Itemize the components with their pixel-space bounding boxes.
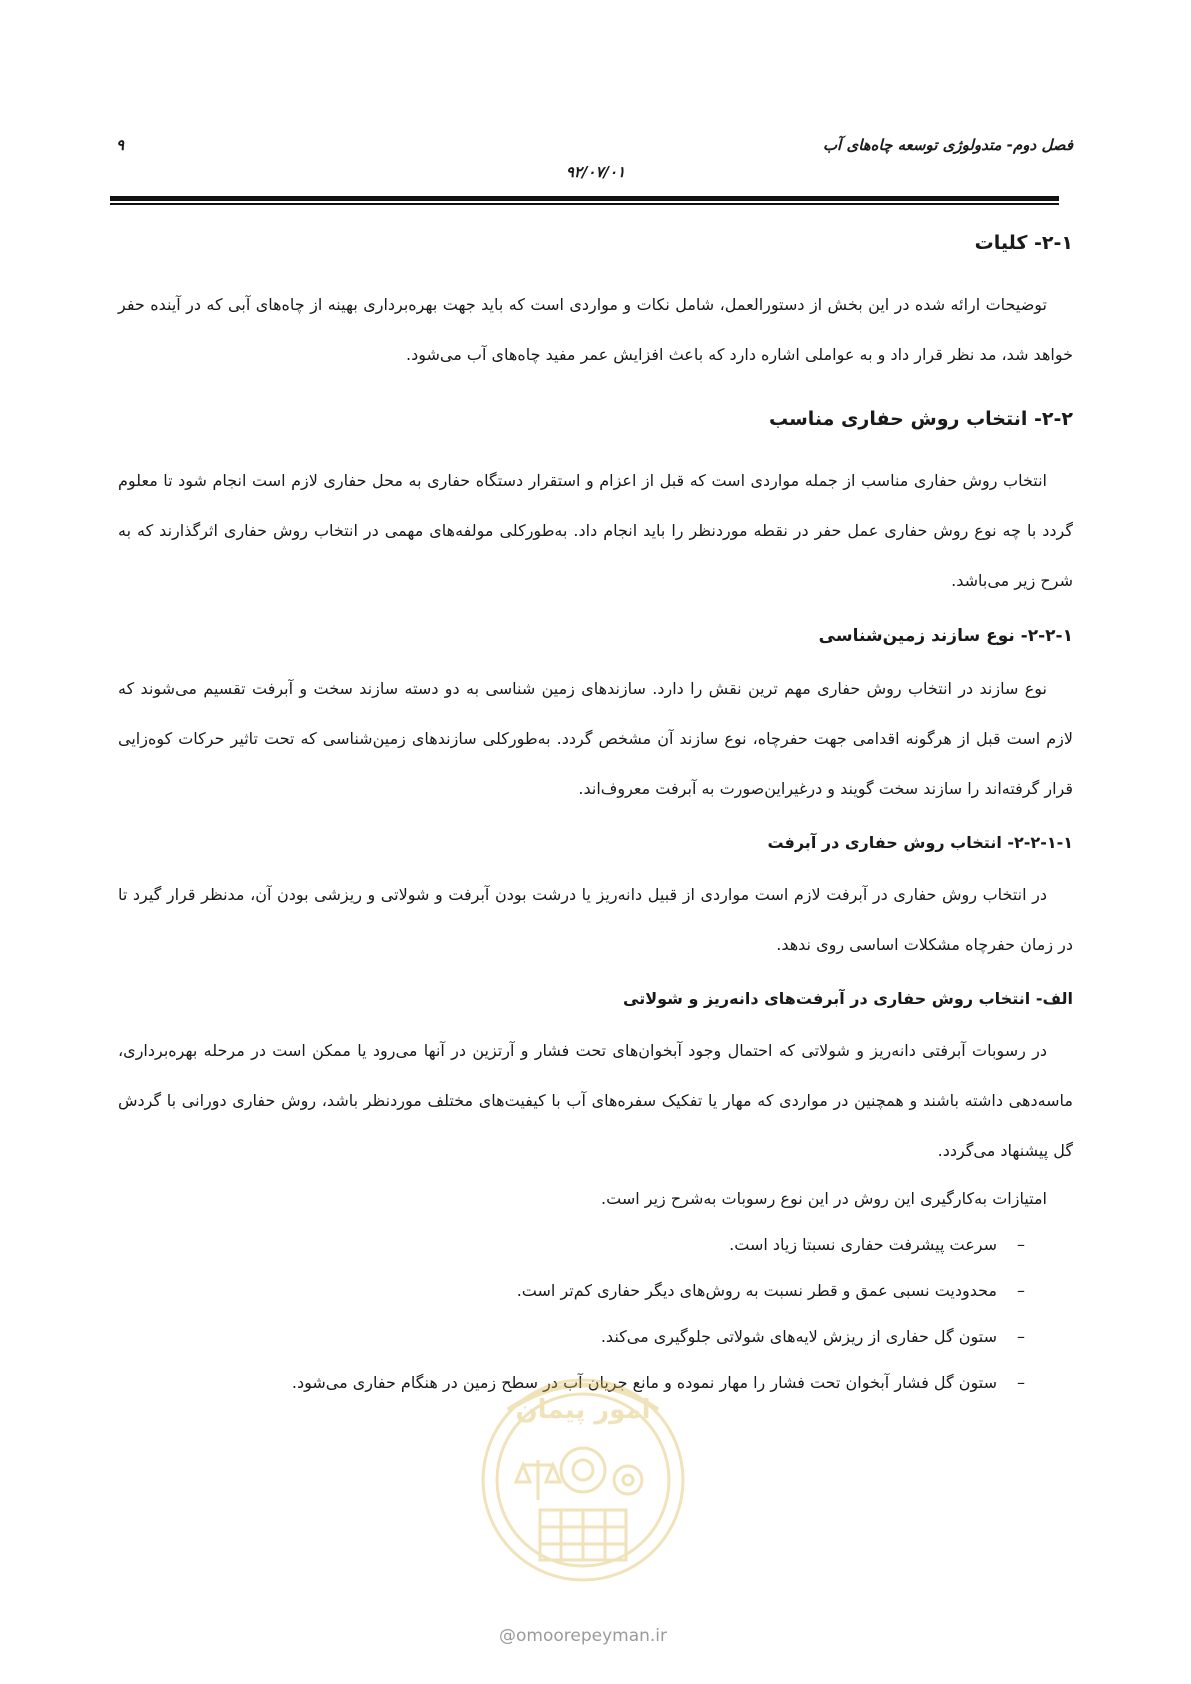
paragraph-alef: در رسوبات آبرفتی دانه‌ریز و شولاتی که احتمال وجود آبخوان‌های تحت فشار و آرتزین در آنها می‌رود یا ممکن است در مرحله بهره‌برداری، ماسه‌دهی داشته باشند و همچنین در مواردی که مهار یا تفکیک سفره‌های آب با کیفیت‌های مختلف موردنظر باشد، روش حفاری دورانی با گردش گل پیشنهاد می‌گردد. xyxy=(118,1041,1073,1160)
dash-bullet: – xyxy=(1017,1327,1025,1346)
subsection-heading-formation-type: ۲-۲-۱- نوع سازند زمین‌شناسی xyxy=(818,626,1073,646)
watermark-url-text: omoorepeyman.ir xyxy=(515,1626,668,1646)
at-icon: @ xyxy=(498,1626,516,1646)
paragraph-drilling-method: انتخاب روش حفاری مناسب از جمله مواردی است که قبل از اعزام و استقرار دستگاه حفاری به محل حفاری لازم است انجام شود تا معلوم گردد با چه نوع روش حفاری عمل حفر در نقطه موردنظر را باید انجام داد. به‌طورکلی مولفه‌های مهمی در انتخاب روش حفاری اثرگذارند که به شرح زیر می‌باشد. xyxy=(118,471,1073,590)
page-number: ۹ xyxy=(116,136,125,154)
list-item-text: ستون گل حفاری از ریزش لایه‌های شولاتی جلوگیری می‌کند. xyxy=(600,1327,997,1346)
watermark-seal-text: امور پیمان xyxy=(515,1395,651,1425)
section-heading-general: ۲-۱- کلیات xyxy=(974,232,1073,254)
list-item-text: سرعت پیشرفت حفاری نسبتا زیاد است. xyxy=(729,1235,997,1254)
dash-bullet: – xyxy=(1017,1281,1025,1300)
list-item xyxy=(118,1268,1025,1314)
page-body xyxy=(118,228,1073,1406)
list-item-text: ستون گل فشار آبخوان تحت فشار را مهار نموده و مانع جریان آب در سطح زمین در هنگام حفاری می‌شود. xyxy=(291,1373,997,1392)
watermark-seal-icon xyxy=(468,1340,698,1620)
paragraph-alluvium: در انتخاب روش حفاری در آبرفت لازم است مواردی از قبیل دانه‌ریز یا درشت بودن آبرفت و شولاتی و ریزشی بودن آن، مدنظر قرار گیرد تا در زمان حفرچاه مشکلات اساسی روی ندهد. xyxy=(118,885,1073,954)
list-item-text: محدودیت نسبی عمق و قطر نسبت به روش‌های دیگر حفاری کم‌تر است. xyxy=(516,1281,997,1300)
section-heading-drilling-method: ۲-۲- انتخاب روش حفاری مناسب xyxy=(768,408,1073,430)
header-date: ۹۲/۰۷/۰۱ xyxy=(565,163,626,181)
list-item xyxy=(118,1222,1025,1268)
watermark-url xyxy=(468,1626,698,1646)
subsubsection-heading-alluvium: ۲-۲-۱-۱- انتخاب روش حفاری در آبرفت xyxy=(767,833,1073,852)
running-header-chapter: فصل دوم- متدولوژی توسعه چاه‌های آب xyxy=(822,136,1073,154)
header-rule-thin xyxy=(110,203,1059,205)
advantages-intro: امتیازات به‌کارگیری این روش در این نوع رسوبات به‌شرح زیر است. xyxy=(601,1189,1047,1208)
paragraph-formation-type: نوع سازند در انتخاب روش حفاری مهم ترین نقش را دارد. سازندهای زمین شناسی به دو دسته سازند سخت و آبرفت تقسیم می‌شوند که لازم است قبل از هرگونه اقدامی جهت حفرچاه، نوع سازند آن مشخص گردد. به‌طورکلی سازندهای زمین‌شناسی که تحت تاثیر حرکات کوه‌زایی قرار گرفته‌اند را سازند سخت گویند و درغیراین‌صورت به آبرفت معروف‌اند. xyxy=(118,679,1073,798)
dash-bullet: – xyxy=(1017,1235,1025,1254)
paragraph-general: توضیحات ارائه شده در این بخش از دستورالعمل، شامل نکات و مواردی است که باید جهت بهره‌برداری بهینه از چاه‌های آبی که در آینده حفر خواهد شد، مد نظر قرار داد و به عواملی اشاره دارد که باعث افزایش عمر مفید چاه‌های آب می‌شود. xyxy=(118,295,1073,364)
item-heading-alef: الف- انتخاب روش حفاری در آبرفت‌های دانه‌ریز و شولاتی xyxy=(623,989,1073,1008)
dash-bullet: – xyxy=(1017,1373,1025,1392)
header-rule-thick xyxy=(110,196,1059,201)
